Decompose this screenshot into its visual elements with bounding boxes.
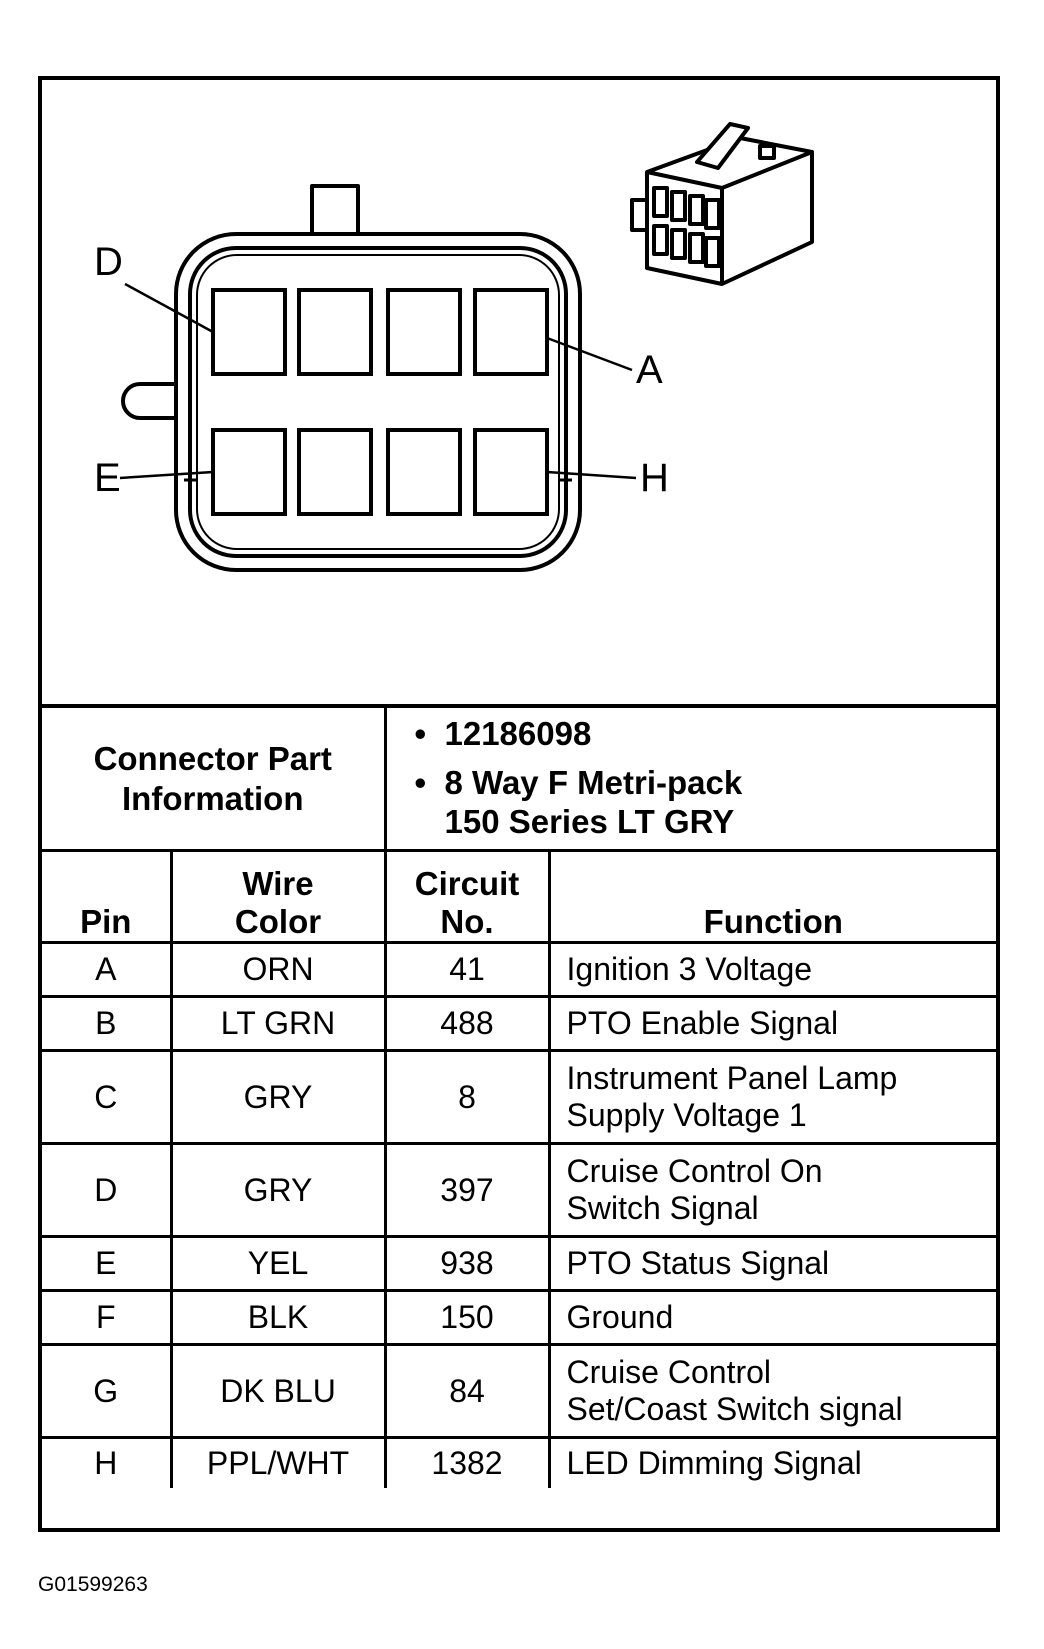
part-number: • 12186098 <box>445 714 997 753</box>
circuit-cell: 1382 <box>385 1438 549 1488</box>
connector-face-drawing <box>42 80 996 704</box>
circuit-cell: 41 <box>385 943 549 997</box>
figure-id: G01599263 <box>38 1573 148 1596</box>
table-row <box>42 1291 996 1345</box>
function-cell: LED Dimming Signal <box>549 1438 996 1488</box>
pin-cell: H <box>42 1438 171 1488</box>
table-header-row <box>42 851 996 943</box>
circuit-cell: 488 <box>385 997 549 1051</box>
callout-d: D <box>94 240 123 284</box>
wire-color-cell: YEL <box>171 1237 385 1291</box>
pin-cell: E <box>42 1237 171 1291</box>
table-row <box>42 1345 996 1438</box>
header-wire-color: Wire Color <box>171 851 385 943</box>
header-circuit-no: Circuit No. <box>385 851 549 943</box>
function-cell: Ignition 3 Voltage <box>549 943 996 997</box>
figure-frame <box>38 76 1000 1532</box>
connector-diagram <box>42 80 996 704</box>
header-function: Function <box>549 851 996 943</box>
wire-color-cell: GRY <box>171 1144 385 1237</box>
callout-e: E <box>94 456 121 500</box>
function-cell: Instrument Panel Lamp Supply Voltage 1 <box>549 1051 996 1144</box>
pin-cell: B <box>42 997 171 1051</box>
circuit-cell: 84 <box>385 1345 549 1438</box>
connector-part-info-label: Connector Part Information <box>42 706 385 851</box>
wire-color-cell: GRY <box>171 1051 385 1144</box>
connector-pinout-table <box>42 704 996 1488</box>
table-row <box>42 1144 996 1237</box>
function-cell: Cruise Control Set/Coast Switch signal <box>549 1345 996 1438</box>
wire-color-cell: DK BLU <box>171 1345 385 1438</box>
connector-part-info-values <box>385 706 996 851</box>
callout-a: A <box>636 348 663 392</box>
header-pin: Pin <box>42 851 171 943</box>
circuit-cell: 938 <box>385 1237 549 1291</box>
wire-color-cell: BLK <box>171 1291 385 1345</box>
circuit-cell: 397 <box>385 1144 549 1237</box>
circuit-cell: 150 <box>385 1291 549 1345</box>
function-cell: Cruise Control On Switch Signal <box>549 1144 996 1237</box>
connector-part-info-row <box>42 706 996 851</box>
table-row <box>42 1051 996 1144</box>
table-row <box>42 997 996 1051</box>
pin-cell: F <box>42 1291 171 1345</box>
pin-cell: C <box>42 1051 171 1144</box>
wire-color-cell: ORN <box>171 943 385 997</box>
table-row <box>42 1438 996 1488</box>
callout-h: H <box>640 456 669 500</box>
pin-cell: D <box>42 1144 171 1237</box>
wire-color-cell: PPL/WHT <box>171 1438 385 1488</box>
function-cell: Ground <box>549 1291 996 1345</box>
connector-3d-icon <box>632 124 812 284</box>
wire-color-cell: LT GRN <box>171 997 385 1051</box>
circuit-cell: 8 <box>385 1051 549 1144</box>
table-row <box>42 1237 996 1291</box>
function-cell: PTO Status Signal <box>549 1237 996 1291</box>
connector-description: • 8 Way F Metri-pack 150 Series LT GRY <box>445 763 997 841</box>
pin-cell: G <box>42 1345 171 1438</box>
function-cell: PTO Enable Signal <box>549 997 996 1051</box>
table-row <box>42 943 996 997</box>
pin-cell: A <box>42 943 171 997</box>
